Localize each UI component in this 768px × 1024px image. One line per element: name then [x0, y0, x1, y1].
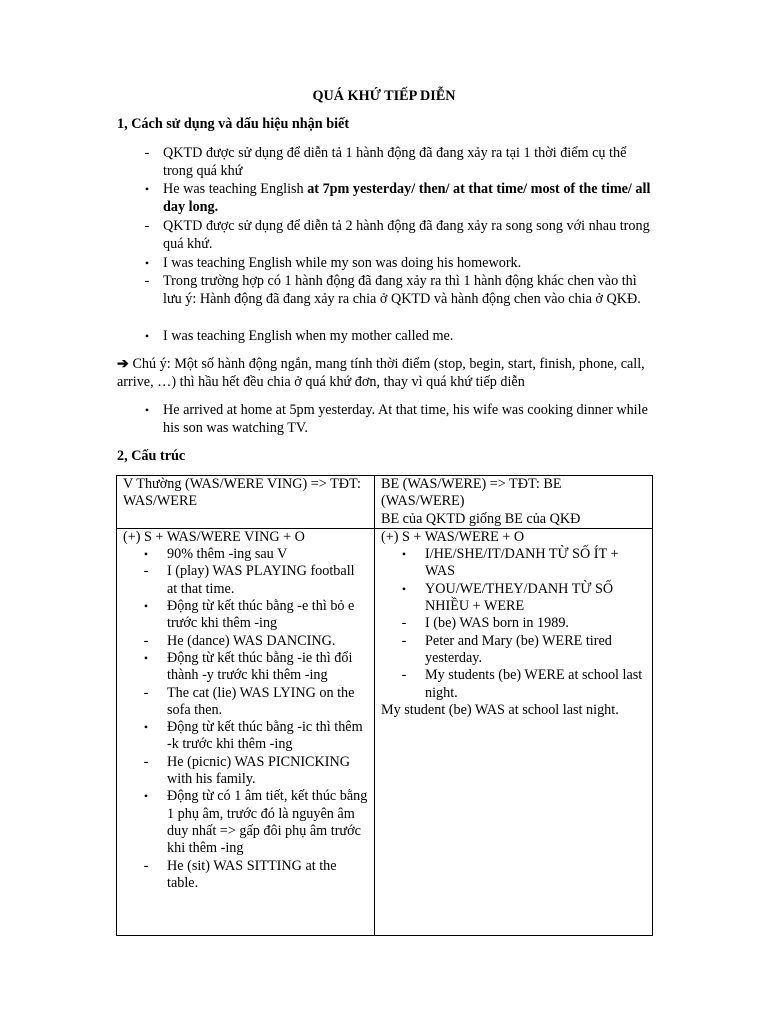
usage-point: QKTD được sử dụng để diễn tả 1 hành động đã đang xảy ra tại 1 thời điểm cụ thể trong quá khứ — [163, 145, 627, 179]
list-item — [123, 598, 368, 633]
footer-example-text: My student (be) WAS at school last night. — [381, 701, 619, 718]
list-item-text: 90% thêm -ing sau V — [167, 546, 288, 563]
list-item — [123, 685, 368, 720]
usage-point: Trong trường hợp có 1 hành động đã đang xảy ra thì 1 hành động khác chen vào thì lưu ý: Hành động đã đang xảy ra chia ở QKTD và hành động chen vào chia ở QKĐ. — [163, 273, 641, 307]
list-item-text: I/HE/SHE/IT/DANH TỪ SỐ ÍT + WAS — [425, 546, 619, 580]
header-left-text: V Thường (WAS/WERE VING) => TĐT: WAS/WERE — [123, 476, 361, 510]
bullet-marker: • — [401, 581, 407, 596]
bullet-marker: • — [144, 403, 150, 417]
dash-marker: - — [401, 632, 407, 649]
list-item-text: YOU/WE/THEY/DANH TỪ SỐ NHIỀU + WERE — [425, 580, 614, 615]
dash-marker: - — [143, 563, 149, 580]
list-item-text: My students (be) WERE at school last night. — [425, 667, 643, 701]
section-heading-structure: 2, Cấu trúc — [117, 448, 186, 464]
list-item — [123, 719, 368, 754]
dash-marker: - — [401, 667, 407, 684]
list-item-text: He (sit) WAS SITTING at the table. — [167, 857, 337, 891]
formula-text: (+) S + WAS/WERE VING + O — [123, 528, 305, 545]
list-item-text: Động từ kết thúc bằng -ie thì đổi thành -y trước khi thêm -ing — [167, 649, 353, 684]
time-signals-bold: at 7pm yesterday/ then/ at that time/ most of the time/ all day long. — [163, 181, 651, 215]
page-title: QUÁ KHỨ TIẾP DIỄN — [312, 88, 456, 104]
list-item-text: Động từ kết thúc bằng -ic thì thêm -k trước khi thêm -ing — [167, 719, 363, 753]
dash-marker: - — [144, 218, 150, 234]
list-item — [123, 858, 368, 893]
bullet-marker: • — [143, 650, 149, 665]
bullet-marker: • — [144, 182, 150, 196]
bullet-marker: • — [143, 720, 149, 735]
example-plain-text: He was teaching English — [163, 181, 308, 197]
bullet-marker: • — [143, 789, 149, 804]
list-item — [123, 546, 368, 563]
bullet-marker: • — [143, 547, 149, 562]
rules-list — [381, 546, 646, 702]
bullet-marker: • — [401, 547, 407, 562]
note-paragraph — [117, 355, 657, 391]
list-item-text: He (dance) WAS DANCING. — [167, 632, 336, 649]
bullet-marker: • — [143, 599, 149, 614]
arrow-icon: ➔ — [117, 356, 129, 372]
example-sentence: I was teaching English when my mother called me. — [163, 328, 454, 344]
example-sentence: I was teaching English while my son was doing his homework. — [163, 255, 522, 271]
dash-marker: - — [143, 857, 149, 874]
rules-list — [123, 546, 368, 892]
table-body-row — [117, 528, 653, 935]
note-text: Chú ý: Một số hành động ngắn, mang tính thời điểm (stop, begin, start, finish, phone, call, arrive, …) thì hầu hết đều chia ở quá khứ đơn, thay vì quá khứ tiếp diễn — [117, 356, 645, 390]
example-sentence: He arrived at home at 5pm yesterday. At that time, his wife was cooking dinner while his son was watching TV. — [163, 402, 648, 436]
dash-marker: - — [143, 684, 149, 701]
list-item — [381, 667, 646, 702]
list-item-text: Động từ kết thúc bằng -e thì bỏ e trước khi thêm -ing — [167, 598, 355, 632]
list-item-text: The cat (lie) WAS LYING on the sofa then. — [167, 684, 355, 718]
dash-marker: - — [144, 145, 150, 161]
usage-point: QKTD được sử dụng để diễn tả 2 hành động đã đang xảy ra song song với nhau trong quá khứ. — [163, 218, 650, 252]
regular-verb-cell — [117, 528, 375, 935]
dash-marker: - — [143, 632, 149, 649]
list-item — [123, 563, 368, 598]
bullet-marker: • — [144, 329, 150, 343]
example-sentence — [163, 180, 653, 216]
be-verb-cell — [375, 528, 653, 935]
list-item-text: He (picnic) WAS PICNICKING with his family. — [167, 753, 350, 788]
bullet-marker: • — [144, 256, 150, 270]
dash-marker: - — [144, 273, 150, 289]
dash-marker: - — [143, 753, 149, 770]
list-item-text: I (play) WAS PLAYING football at that time. — [167, 563, 355, 597]
list-item — [123, 650, 368, 685]
list-item — [381, 615, 646, 632]
table-header-row — [117, 476, 653, 529]
list-item-text: I (be) WAS born in 1989. — [425, 615, 569, 632]
formula-text: (+) S + WAS/WERE + O — [381, 528, 525, 545]
structure-table — [116, 475, 653, 936]
section-heading-usage: 1, Cách sử dụng và dấu hiệu nhận biết — [117, 116, 350, 132]
header-cell-be-verb — [375, 476, 653, 529]
list-item — [123, 633, 368, 650]
header-cell-regular-verb — [117, 476, 375, 529]
list-item — [381, 633, 646, 668]
list-item — [381, 546, 646, 581]
list-item-text: Peter and Mary (be) WERE tired yesterday. — [425, 632, 612, 666]
list-item — [123, 788, 368, 857]
dash-marker: - — [401, 615, 407, 632]
list-item-text: Động từ có 1 âm tiết, kết thúc bằng 1 phụ âm, trước đó là nguyên âm duy nhất => gấp đôi phụ âm trước khi thêm -ing — [167, 788, 368, 857]
list-item — [381, 581, 646, 616]
list-item — [123, 754, 368, 789]
header-right-line-2: BE của QKTD giống BE của QKĐ — [381, 510, 581, 527]
header-right-line-1: BE (WAS/WERE) => TĐT: BE (WAS/WERE) — [381, 476, 562, 510]
